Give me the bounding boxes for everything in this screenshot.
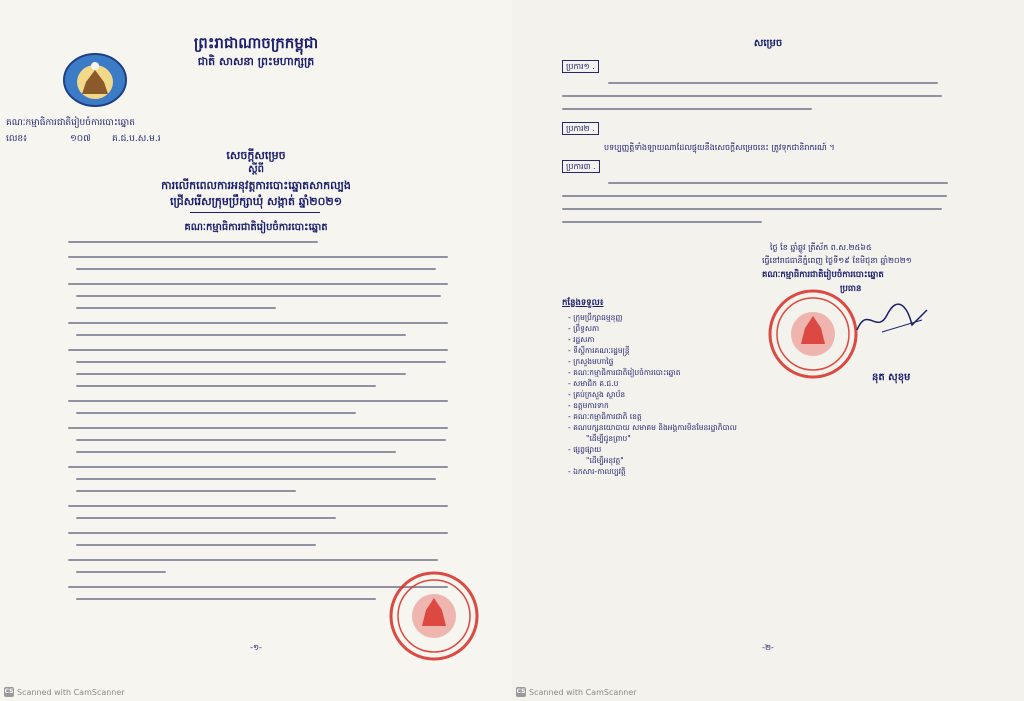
signatory-name: នុត សុខុម — [872, 372, 911, 383]
recipients-heading: កន្លែងទទួល៖ — [562, 298, 604, 308]
decision-about: ស្តីពី — [248, 164, 264, 175]
motto: ជាតិ សាសនា ព្រះមហាក្សត្រ — [197, 55, 315, 68]
recipient-item: - គណៈកម្មាធិការជាតិ ខេត្ត — [568, 412, 642, 421]
decision-title: សេចក្តីសម្រេច — [226, 149, 286, 162]
left-page-number: -១- — [250, 643, 262, 652]
recipient-item: - សមាជិក គ.ជ.ប — [568, 379, 619, 388]
official-seal-icon — [767, 288, 859, 380]
reference-suffix: គ.ជ.ប.ស.ម.រ — [112, 134, 161, 144]
scanner-label: Scanned with CamScanner — [529, 687, 637, 697]
subject-line-1: ការលើកពេលការអនុវត្តការបោះឆ្នោតសាកល្បង — [161, 179, 351, 192]
recipient-item: - ឯកសារ-កាលប្បវត្តិ — [568, 467, 626, 476]
right-page-number: -២- — [762, 643, 774, 652]
subject-underline — [190, 212, 320, 213]
kingdom-title: ព្រះរាជាណាចក្រកម្ពុជា — [193, 34, 319, 52]
reference-label: លេខ៖ — [6, 134, 28, 144]
reference-number: ១០៧ — [70, 134, 91, 144]
recipient-item: - គណៈកម្មាធិការជាតិរៀបចំការបោះឆ្នោត — [568, 368, 681, 377]
article-2-text: បទប្បញ្ញត្តិទាំងឡាយណាដែលផ្ទុយនឹងសេចក្តីសម្រេចនេះ ត្រូវទុកជានិរាករណ៍ ។ — [604, 143, 835, 152]
recipient-item: - រដ្ឋសភា — [568, 335, 595, 344]
lunar-date: ថ្ងៃ ខែ ឆ្នាំឆ្លូវ ត្រីស័ក ព.ស.២៥៦៥ — [770, 243, 872, 252]
camscanner-icon: CS — [4, 688, 14, 695]
institution-name: គណៈកម្មាធិការជាតិរៀបចំការបោះឆ្នោត — [6, 118, 135, 128]
article-1-label: ប្រការ១ . — [562, 60, 599, 73]
right-page — [512, 0, 1024, 701]
subject-line-2: ជ្រើសរើសក្រុមប្រឹក្សាឃុំ សង្កាត់ ឆ្នាំ២០២១ — [169, 195, 343, 208]
scanner-watermark — [4, 687, 125, 697]
recipient-item: - គ្រប់ក្រសួង ស្ថាប័ន — [568, 390, 626, 399]
recipient-item: - ក្រុមប្រឹក្សាធម្មនុញ្ញ — [568, 313, 623, 322]
signatory-role: ប្រធាន — [840, 284, 862, 294]
signatory-org: គណៈកម្មាធិការជាតិរៀបចំការបោះឆ្នោត — [762, 270, 884, 280]
article-3-label: ប្រការ៣ . — [562, 160, 600, 173]
recipient-item: - ផ្សព្វផ្សាយ — [568, 445, 602, 454]
recipient-item: - ទីស្តីការគណៈរដ្ឋមន្ត្រី — [568, 346, 630, 355]
signature-icon — [852, 300, 932, 340]
scanner-watermark — [516, 687, 637, 697]
gregorian-date: ធ្វើនៅរាជធានីភ្នំពេញ ថ្ងៃទី១៩ ខែមិថុនា ឆ្នាំ២០២១ — [762, 256, 912, 265]
article-2-label: ប្រការ២ . — [562, 122, 599, 135]
recipient-item: "ដើម្បីជូនព្រាប" — [586, 434, 631, 443]
body-heading: គណៈកម្មាធិការជាតិរៀបចំការបោះឆ្នោត — [184, 222, 328, 233]
recipient-item: - ព្រឹទ្ធសភា — [568, 324, 600, 333]
recipient-item: - ក្រសួងមហាផ្ទៃ — [568, 357, 614, 366]
recipient-item: "ដើម្បីអនុវត្ត" — [586, 456, 624, 465]
decision-heading: សម្រេច — [753, 38, 783, 49]
recipient-item: - ឧត្តមការទាក — [568, 401, 609, 410]
scanner-label: Scanned with CamScanner — [17, 687, 125, 697]
camscanner-icon: CS — [516, 688, 526, 695]
recipient-item: - គណបក្សនយោបាយ សមាគម និងអង្គការមិនមែនរដ្ឋាភិបាល — [568, 423, 737, 432]
